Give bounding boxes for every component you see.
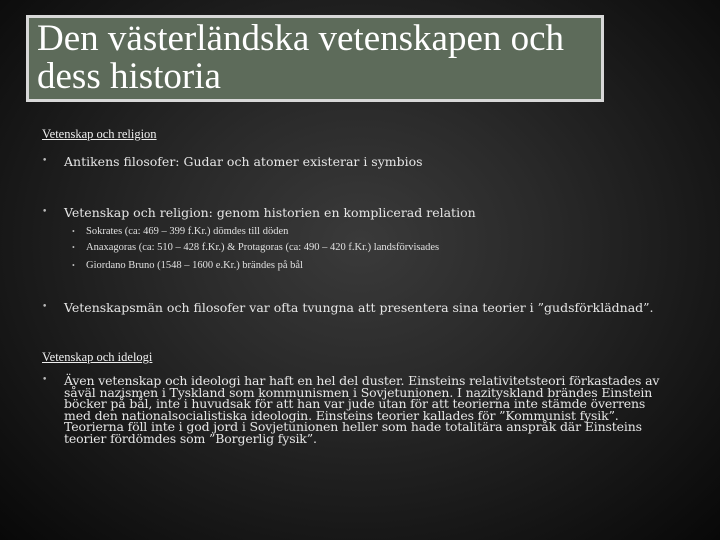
bullet-marker: • — [72, 243, 75, 252]
sub-bullet-text: Giordano Bruno (1548 – 1600 e.Kr.) brändes på bål — [86, 260, 303, 271]
bullet-text: Antikens filosofer: Gudar och atomer existerar i symbios — [64, 154, 423, 169]
section-heading-religion: Vetenskap och religion — [42, 127, 157, 141]
bullet-marker: • — [42, 375, 48, 385]
bullet-text: Vetenskapsmän och filosofer var ofta tvungna att presentera sina teorier i ”gudsförklädnad”. — [64, 300, 654, 315]
bullet-marker: • — [72, 261, 75, 270]
bullet-marker: • — [42, 156, 48, 166]
bullet-marker: • — [42, 207, 48, 217]
bullet-marker: • — [42, 302, 48, 312]
bullet-marker: • — [72, 227, 75, 236]
sub-bullet-text: Sokrates (ca: 469 – 399 f.Kr.) dömdes till döden — [86, 226, 289, 237]
bullet-text: Vetenskap och religion: genom historien en komplicerad relation — [64, 205, 476, 220]
slide-title: Den västerländska vetenskapen och dess historia — [37, 18, 565, 97]
sub-bullet-text: Anaxagoras (ca: 510 – 428 f.Kr.) & Protagoras (ca: 490 – 420 f.Kr.) landsförvisades — [86, 242, 440, 253]
section-heading-ideology: Vetenskap och idelogi — [42, 350, 153, 364]
ideology-paragraph: Även vetenskap och ideologi har haft en hel del duster. Einsteins relativitetsteori förkastades av såväl nazismen i Tyskland som kommunismen i Sovjetunionen. I nazityskland brändes Einstein böcker på bål, inte i huvudsak för att han var jude utan för att teorierna inte stämde överrens med den nationalsocialistiska ideologin. Einsteins teorier kallades för ”Kommunist fysik”. Teorierna föll inte i god jord i Sovjetunionen heller som hade totalitära anspråk där Einsteins teorier fördömdes som ”Borgerlig fysik”. — [64, 373, 660, 446]
title-box — [26, 15, 604, 102]
